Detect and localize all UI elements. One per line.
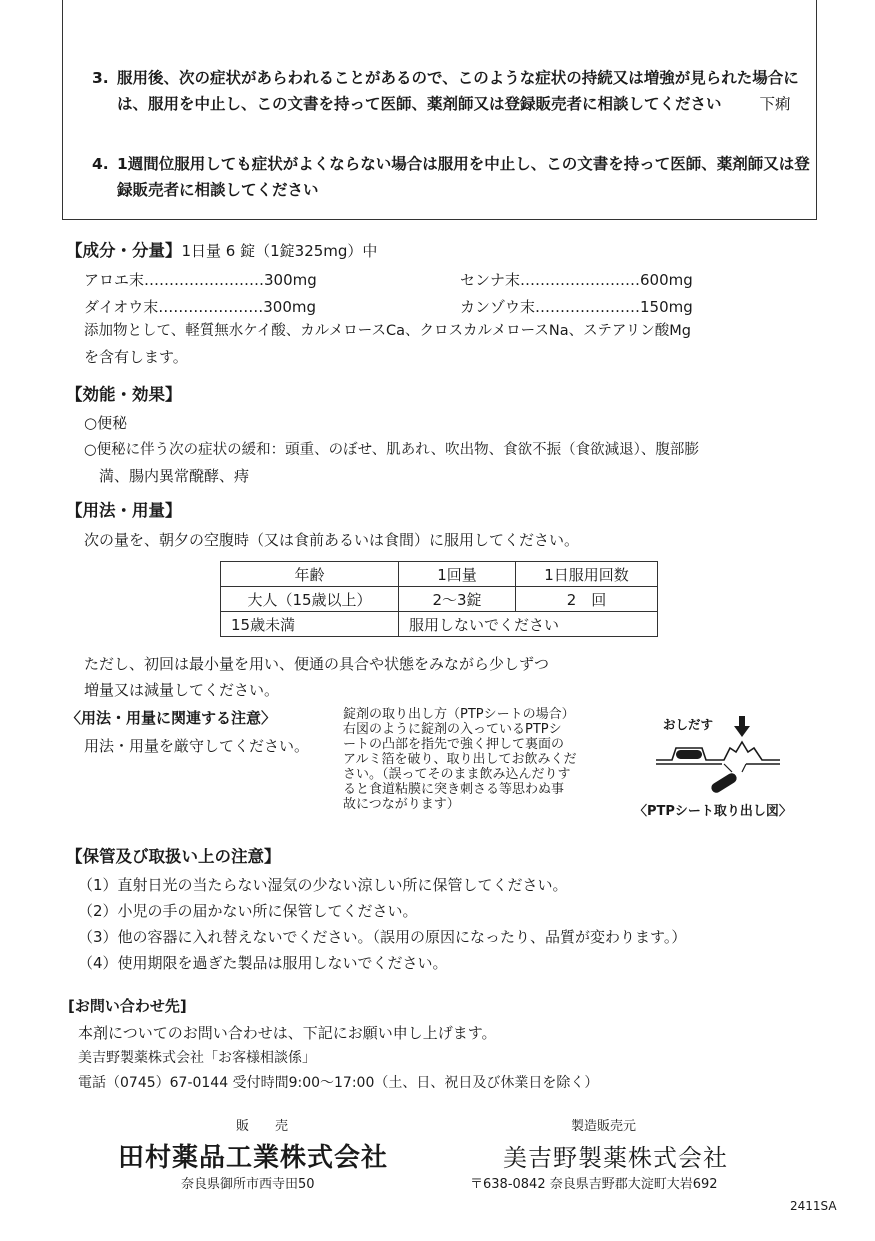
storage-item: （1）直射日光の当たらない湿気の少ない涼しい所に保管してください。 bbox=[78, 876, 568, 894]
table-row bbox=[221, 612, 658, 637]
additives-line: 添加物として、軽質無水ケイ酸、カルメロースCa、クロスカルメロースNa、ステアリン酸Mg bbox=[84, 323, 691, 339]
document-code: 2411SA bbox=[790, 1199, 837, 1213]
ingredient-row: ダイオウ末…………………300mg bbox=[84, 298, 317, 316]
ingredients-heading: 【成分・分量】 bbox=[66, 241, 182, 260]
manufacturer-address: 〒638-0842 奈良県吉野郡大淀町大岩692 bbox=[470, 1177, 718, 1192]
seller-name: 田村薬品工業株式会社 bbox=[118, 1143, 389, 1173]
press-arrow-icon bbox=[734, 716, 750, 737]
ingredients-heading-row bbox=[66, 237, 377, 261]
related-text: 用法・用量を厳守してください。 bbox=[84, 737, 310, 755]
table-cell: 15歳未満 bbox=[221, 612, 399, 637]
additives-line: を含有します。 bbox=[84, 348, 188, 366]
storage-item: （2）小児の手の届かない所に保管してください。 bbox=[78, 902, 418, 920]
usage-intro: 次の量を、朝夕の空腹時（又は食前あるいは食間）に服用してください。 bbox=[84, 531, 580, 549]
storage-heading: 【保管及び取扱い上の注意】 bbox=[66, 847, 281, 866]
table-cell: 大人（15歳以上） bbox=[221, 587, 399, 612]
table-header-cell: 1日服用回数 bbox=[516, 562, 658, 587]
push-label: おしだす bbox=[663, 717, 714, 732]
effects-heading: 【効能・効果】 bbox=[66, 385, 182, 404]
tablet-icon bbox=[709, 771, 738, 794]
warning-symptom: 下痢 bbox=[759, 95, 791, 113]
ingredients-note: 1日量 6 錠（1錠325mg）中 bbox=[181, 242, 378, 260]
usage-note: ただし、初回は最小量を用い、便通の具合や状態をみながら少しずつ bbox=[84, 655, 550, 673]
seller-address: 奈良県御所市西寺田50 bbox=[181, 1177, 315, 1192]
table-header-cell: 年齢 bbox=[221, 562, 399, 587]
ptp-instructions: 錠剤の取り出し方（PTPシートの場合） 右図のように錠剤の入っているPTPシ ートの凸部を指先で強く押して裏面の アルミ箔を破り、取り出してお飲みくだ さい。（誤ってそのまま飲み込んだりす ると食道粘膜に突き刺さる等思わぬ事 故につながります） bbox=[343, 707, 577, 812]
effects-line: 満、腸内異常醗酵、痔 bbox=[99, 467, 250, 485]
warning-number: 4. bbox=[92, 155, 109, 173]
ingredient-row: カンゾウ末…………………150mg bbox=[460, 298, 693, 316]
related-heading: 〈用法・用量に関連する注意〉 bbox=[66, 709, 277, 727]
warning-number: 3. bbox=[92, 69, 109, 87]
usage-note: 増量又は減量してください。 bbox=[84, 681, 280, 699]
warning-text: 1週間位服用しても症状がよくならない場合は服用を中止し、この文書を持って医師、薬剤師又は登録販売者に相談してください bbox=[117, 155, 810, 199]
effects-line: ○便秘に伴う次の症状の緩和：頭重、のぼせ、肌あれ、吹出物、食欲不振（食欲減退）、腹部膨 bbox=[84, 442, 699, 458]
ptp-figure bbox=[650, 712, 810, 797]
contact-line: 美吉野製薬株式会社「お客様相談係」 bbox=[78, 1050, 316, 1066]
table-cell: 2〜3錠 bbox=[399, 587, 516, 612]
ptp-sheet-outline bbox=[656, 742, 780, 760]
table-row bbox=[221, 587, 658, 612]
ingredient-row: センナ末……………………600mg bbox=[460, 271, 693, 289]
table-row bbox=[221, 562, 658, 587]
contact-phone: 電話（0745）67-0144 受付時間9:00〜17:00（土、日、祝日及び休業日を除く） bbox=[78, 1075, 599, 1091]
contact-line: 本剤についてのお問い合わせは、下記にお願い申し上げます。 bbox=[78, 1024, 497, 1042]
manufacturer-label: 製造販売元 bbox=[571, 1119, 637, 1134]
warning-item-3 bbox=[92, 65, 817, 143]
table-cell: 服用しないでください bbox=[399, 612, 658, 637]
seller-label: 販 売 bbox=[236, 1119, 289, 1134]
table-cell: 2 回 bbox=[516, 587, 658, 612]
storage-item: （4）使用期限を過ぎた製品は服用しないでください。 bbox=[78, 954, 448, 972]
ingredient-row: アロエ末……………………300mg bbox=[84, 271, 317, 289]
dosage-table bbox=[220, 561, 658, 637]
table-header-cell: 1回量 bbox=[399, 562, 516, 587]
contact-heading: [お問い合わせ先] bbox=[68, 997, 187, 1015]
manufacturer-name: 美吉野製薬株式会社 bbox=[503, 1144, 728, 1172]
warning-text: 服用後、次の症状があらわれることがあるので、このような症状の持続又は増強が見られた場合には、服用を中止し、この文書を持って医師、薬剤師又は登録販売者に相談してください 下痢 bbox=[117, 69, 799, 113]
warning-item-4 bbox=[92, 151, 817, 205]
figure-caption: 〈PTPシート取り出し図〉 bbox=[634, 804, 792, 819]
storage-item: （3）他の容器に入れ替えないでください。（誤用の原因になったり、品質が変わります。） bbox=[78, 928, 687, 946]
effects-line: ○便秘 bbox=[84, 414, 128, 432]
usage-heading: 【用法・用量】 bbox=[66, 501, 182, 520]
tablet-icon bbox=[676, 750, 702, 759]
